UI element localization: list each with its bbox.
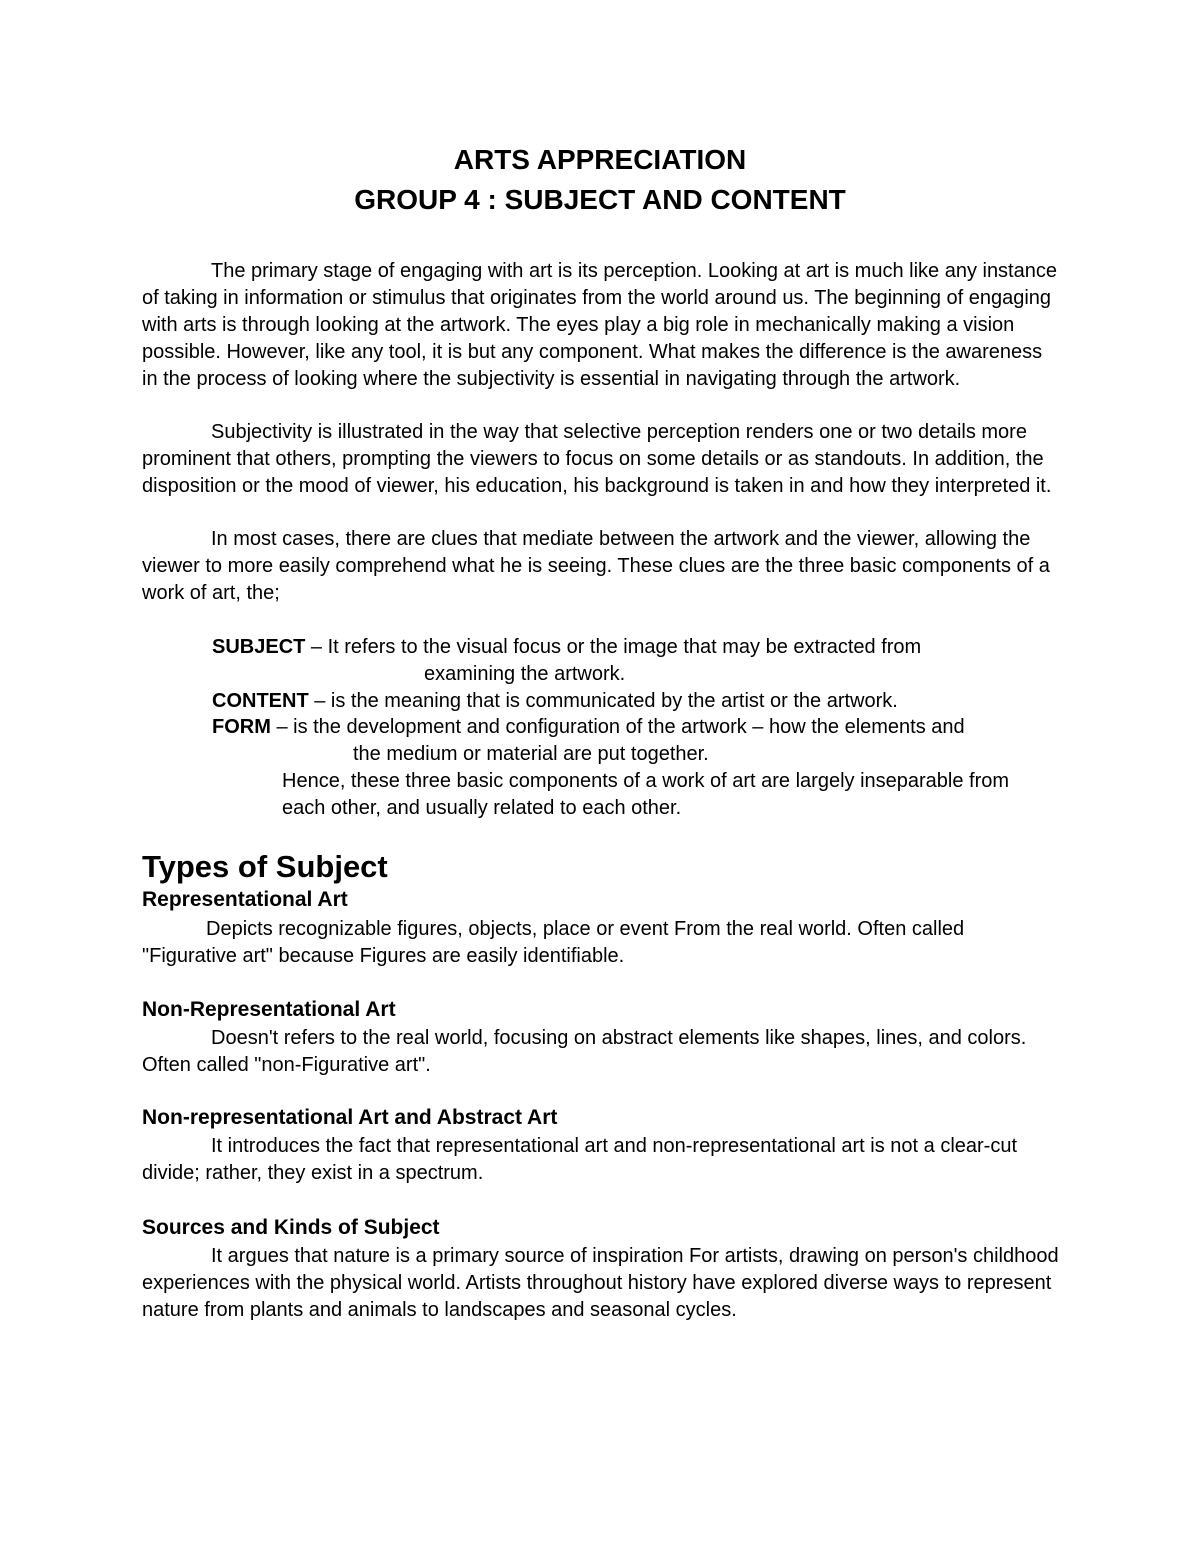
form-definition-text: – is the development and configuration of the artwork – how the elements and — [270, 716, 965, 738]
subject-definition-text: – It refers to the visual focus or the image that may be extracted from — [305, 636, 922, 658]
intro-paragraph-1: The primary stage of engaging with art is its perception. Looking at art is much like any instance of taking in information or stimulus that originates from the world around us. The beginning of engaging with arts is through looking at the artwork. The eyes play a big role in mechanically making a vision possible. However, like any tool, it is but any component. What makes the difference is the awareness in the process of looking where the subjectivity is essential in navigating through the artwork. — [142, 260, 1057, 390]
components-summary: Hence, these three basic components of a work of art are largely inseparable from each other, and usually related to each other. — [282, 770, 1010, 819]
types-heading: Types of Subject — [142, 849, 388, 884]
intro-paragraph-2: Subjectivity is illustrated in the way that selective perception renders one or two details more prominent that others, prompting the viewers to focus on some details or as standouts. In addition, the disposition or the mood of viewer, his education, his background is taken in and how they interpreted it. — [142, 421, 1052, 497]
subject-term: SUBJECT — [212, 636, 306, 658]
section-text-non-representational: Doesn't refers to the real world, focusing on abstract elements like shapes, lines, and colors. Often called "non-Figurative art". — [142, 1027, 1027, 1076]
document-subtitle: GROUP 4 : SUBJECT AND CONTENT — [354, 184, 846, 215]
section-heading-non-representational: Non-Representational Art — [142, 998, 396, 1021]
subject-definition-continued: examining the artwork. — [424, 663, 626, 685]
section-text-abstract: It introduces the fact that representational art and non-representational art is not a clear-cut divide; rather, they exist in a spectrum. — [142, 1135, 1018, 1184]
form-term: FORM — [212, 716, 271, 738]
section-heading-representational: Representational Art — [142, 888, 348, 911]
content-term: CONTENT — [212, 690, 309, 712]
document-title: ARTS APPRECIATION — [453, 144, 747, 175]
content-definition — [212, 688, 898, 715]
content-definition-text: – is the meaning that is communicated by the artist or the artwork. — [308, 690, 898, 712]
form-definition — [212, 714, 965, 741]
intro-paragraph-3: In most cases, there are clues that mediate between the artwork and the viewer, allowing the viewer to more easily comprehend what he is seeing. These clues are the three basic components of a work of art, the; — [142, 528, 1050, 604]
section-text-sources: It argues that nature is a primary source of inspiration For artists, drawing on person's childhood experiences with the physical world. Artists throughout history have explored diverse ways to represent nature from plants and animals to landscapes and seasonal cycles. — [142, 1245, 1059, 1321]
section-heading-sources: Sources and Kinds of Subject — [142, 1216, 440, 1239]
subject-definition — [212, 634, 921, 661]
form-definition-continued: the medium or material are put together. — [353, 743, 709, 765]
section-text-representational: Depicts recognizable figures, objects, place or event From the real world. Often called "Figurative art" because Figures are easily identifiable. — [142, 918, 965, 967]
section-heading-abstract: Non-representational Art and Abstract Art — [142, 1106, 558, 1129]
